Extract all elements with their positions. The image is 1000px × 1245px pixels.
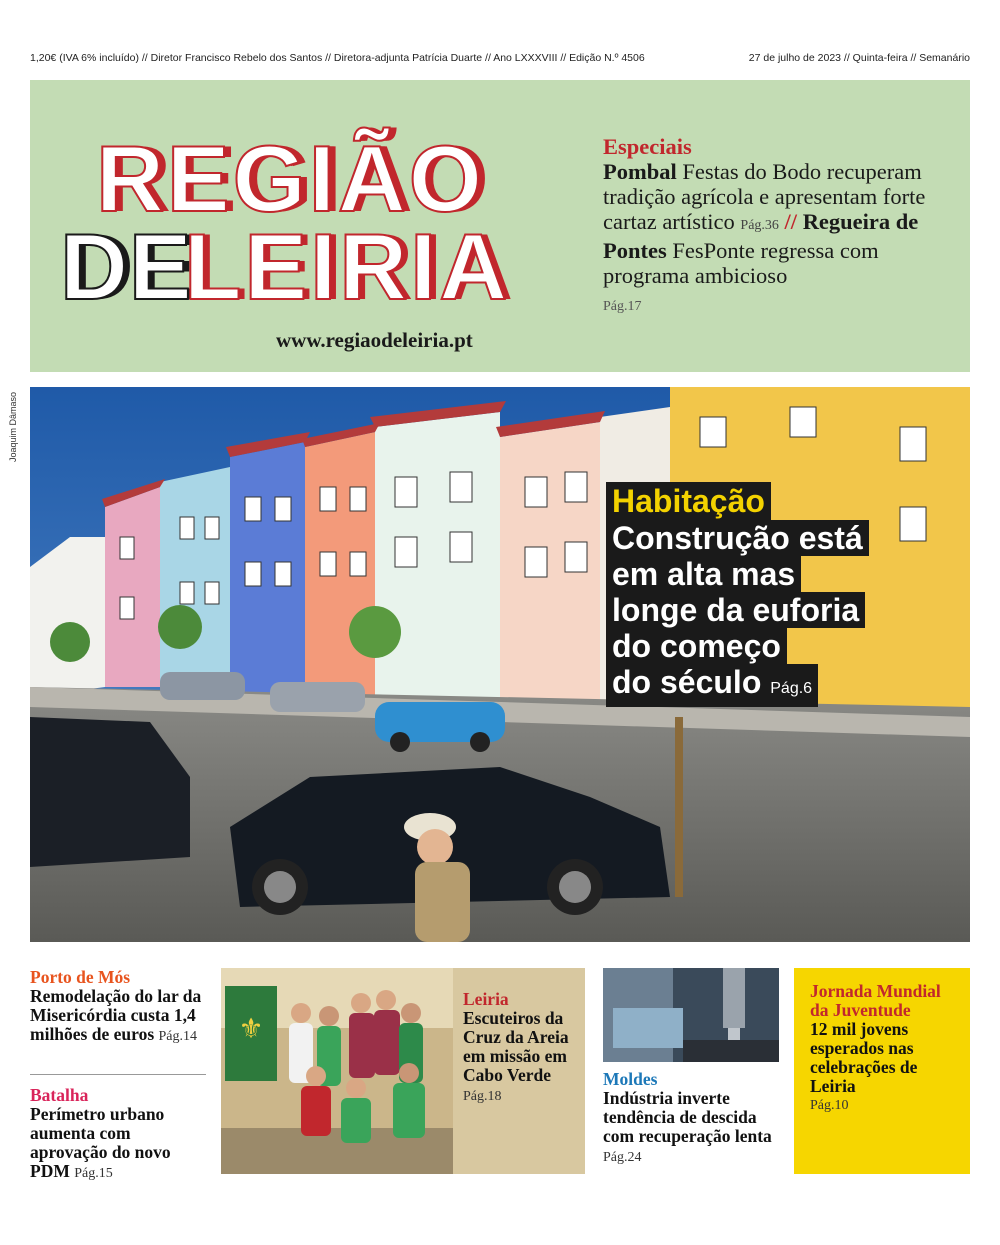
- column-divider: [30, 1074, 206, 1075]
- story-moldes[interactable]: [603, 1070, 779, 1167]
- moldes-text: Indústria inverte tendência de descida com recuperação lenta: [603, 1088, 772, 1146]
- moldes-kicker: Moldes: [603, 1069, 658, 1089]
- pombal-label: Pombal: [603, 159, 677, 184]
- jornada-kicker: Jornada Mundial da Juventude: [810, 981, 941, 1020]
- headline-line: longe da euforia: [606, 592, 865, 628]
- batalha-kicker: Batalha: [30, 1085, 89, 1105]
- jornada-page: Pág.10: [810, 1098, 849, 1113]
- regueira-page: Pág.17: [603, 299, 642, 314]
- photo-credit: Joaquim Dâmaso: [8, 392, 18, 463]
- main-headline[interactable]: [606, 482, 946, 707]
- jornada-box[interactable]: [794, 968, 970, 1174]
- logo-regiao: REGIÃO: [96, 126, 485, 231]
- batalha-text: Perímetro urbano aumenta com aprovação do novo PDM: [30, 1104, 171, 1181]
- story-jornada: [810, 982, 960, 1115]
- porto-text: Remodelação do lar da Misericórdia custa 1,4 milhões de euros: [30, 986, 202, 1044]
- jornada-text: 12 mil jovens esperados nas celebrações de Leiria: [810, 1019, 918, 1096]
- industrial-machine-illustration: [603, 968, 779, 1062]
- headline-line-last: [606, 664, 818, 707]
- porto-kicker: Porto de Mós: [30, 967, 131, 987]
- separator: //: [784, 209, 798, 234]
- leiria-text: Escuteiros da Cruz da Areia em missão em Cabo Verde: [463, 1008, 569, 1085]
- regueira-text: FesPonte regressa com programa ambicioso: [603, 238, 879, 288]
- headline-page: Pág.6: [770, 680, 813, 697]
- headline-line: Construção está: [606, 520, 869, 556]
- date-info: 27 de julho de 2023 // Quinta-feira // Semanário: [748, 52, 970, 64]
- moldes-page: Pág.24: [603, 1150, 642, 1165]
- logo-leiria: LEIRIA: [184, 214, 511, 319]
- leiria-page: Pág.18: [463, 1089, 502, 1104]
- moldes-photo[interactable]: [603, 968, 779, 1062]
- headline-line: do começo: [606, 628, 787, 664]
- headline-line-text: do século: [612, 664, 762, 700]
- headline-line: em alta mas: [606, 556, 801, 592]
- leiria-kicker: Leiria: [463, 989, 509, 1009]
- headline-kicker: Habitação: [606, 482, 771, 520]
- masthead: [30, 80, 970, 372]
- especiais-teaser[interactable]: [603, 134, 958, 319]
- porto-page: Pág.14: [158, 1029, 197, 1044]
- logo-de: DE: [60, 214, 193, 319]
- story-batalha[interactable]: [30, 1086, 206, 1183]
- especiais-kicker: Especiais: [603, 134, 692, 159]
- batalha-page: Pág.15: [74, 1166, 113, 1181]
- svg-text:⚜: ⚜: [238, 1012, 264, 1045]
- top-info-line: [30, 52, 970, 64]
- pombal-text: Festas do Bodo recuperam tradição agrícola e apresentam forte cartaz artístico: [603, 159, 926, 234]
- pombal-page: Pág.36: [740, 218, 779, 233]
- story-porto-de-mos[interactable]: [30, 968, 206, 1046]
- story-leiria-scouts[interactable]: [463, 990, 585, 1106]
- regueira-label: Regueira de Pontes: [603, 209, 919, 263]
- website-link[interactable]: www.regiaodeleiria.pt: [276, 328, 473, 352]
- edition-info: 1,20€ (IVA 6% incluído) // Diretor Francisco Rebelo dos Santos // Diretora-adjunta Patrícia Duarte // Ano LXXXVIII // Edição N.º 4506: [30, 52, 645, 64]
